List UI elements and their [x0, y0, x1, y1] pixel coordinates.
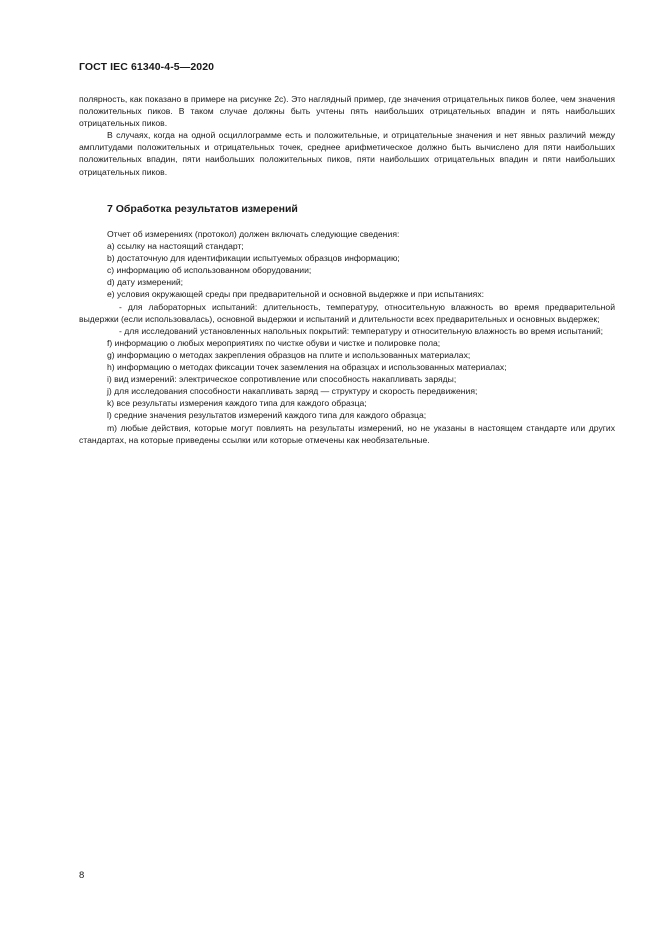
list-item-g: g) информацию о методах закрепления образцов на плите и использованных материалах; — [107, 349, 471, 360]
list-item-d: d) дату измерений; — [107, 277, 184, 288]
list-item-f: f) информацию о любых мероприятиях по чистке обуви и чистке и полировке пола; — [107, 337, 441, 348]
page-number: 8 — [79, 870, 85, 881]
list-item-e-subitem-floor: - для исследований установленных напольных покрытий: температуру и относительную влажность во время испытаний; — [119, 325, 604, 336]
document-code-header: ГОСТ IEC 61340-4-5—2020 — [79, 61, 215, 73]
list-item-j: j) для исследования способности накапливать заряд — структуру и скорость передвижения; — [107, 386, 478, 397]
list-item-h: h) информацию о методах фиксации точек заземления на образцах и использованных материалах; — [107, 362, 507, 373]
section-7-list — [79, 228, 615, 446]
section-7-heading: 7 Обработка результатов измерений — [107, 203, 298, 215]
list-item-l: l) средние значения результатов измерений каждого типа для каждого образца; — [107, 410, 427, 421]
list-item-e: e) условия окружающей среды при предварительной и основной выдержке и при испытаниях: — [107, 289, 485, 300]
intro-text-block — [79, 93, 615, 178]
list-item-e-subitem-lab: - для лабораторных испытаний: длительность, температуру, относительную влажность во время предварительной выдержки (если использовалась), основной выдержки и испытаний и длительности всех предварительных и основных выдержек; — [79, 301, 615, 324]
section-7-lead: Отчет об измерениях (протокол) должен включать следующие сведения: — [107, 229, 400, 239]
list-item-k: k) все результаты измерения каждого типа для каждого образца; — [107, 398, 367, 409]
list-item-c: c) информацию об использованном оборудовании; — [107, 265, 312, 276]
list-item-a: a) ссылку на настоящий стандарт; — [107, 241, 244, 252]
intro-paragraph-2: В случаях, когда на одной осциллограмме есть и положительные, и отрицательные значения и нет явных различий между амплитудами положительных и отрицательных точек, среднее арифметическое должно быть вычислено для пяти наибольших положительных впадин, пяти наибольших положительных пиков, пяти наибольших отрицательных впадин и пяти наибольших отрицательных пиков. — [79, 130, 615, 177]
list-item-m: m) любые действия, которые могут повлиять на результаты измерений, но не указаны в настоящем стандарте или других стандартах, на которые приведены ссылки или которые отмечены как необязательные. — [79, 422, 615, 445]
list-item-i: i) вид измерений: электрическое сопротивление или способность накапливать заряды; — [107, 374, 457, 385]
intro-paragraph-1: полярность, как показано в примере на рисунке 2с). Это наглядный пример, где значения отрицательных пиков более, чем значения положительных пиков. В таком случае должны быть учтены пять наибольших отрицательных впадин и пять наибольших отрицательных пиков. — [79, 94, 615, 129]
list-item-b: b) достаточную для идентификации испытуемых образцов информацию; — [107, 253, 400, 264]
